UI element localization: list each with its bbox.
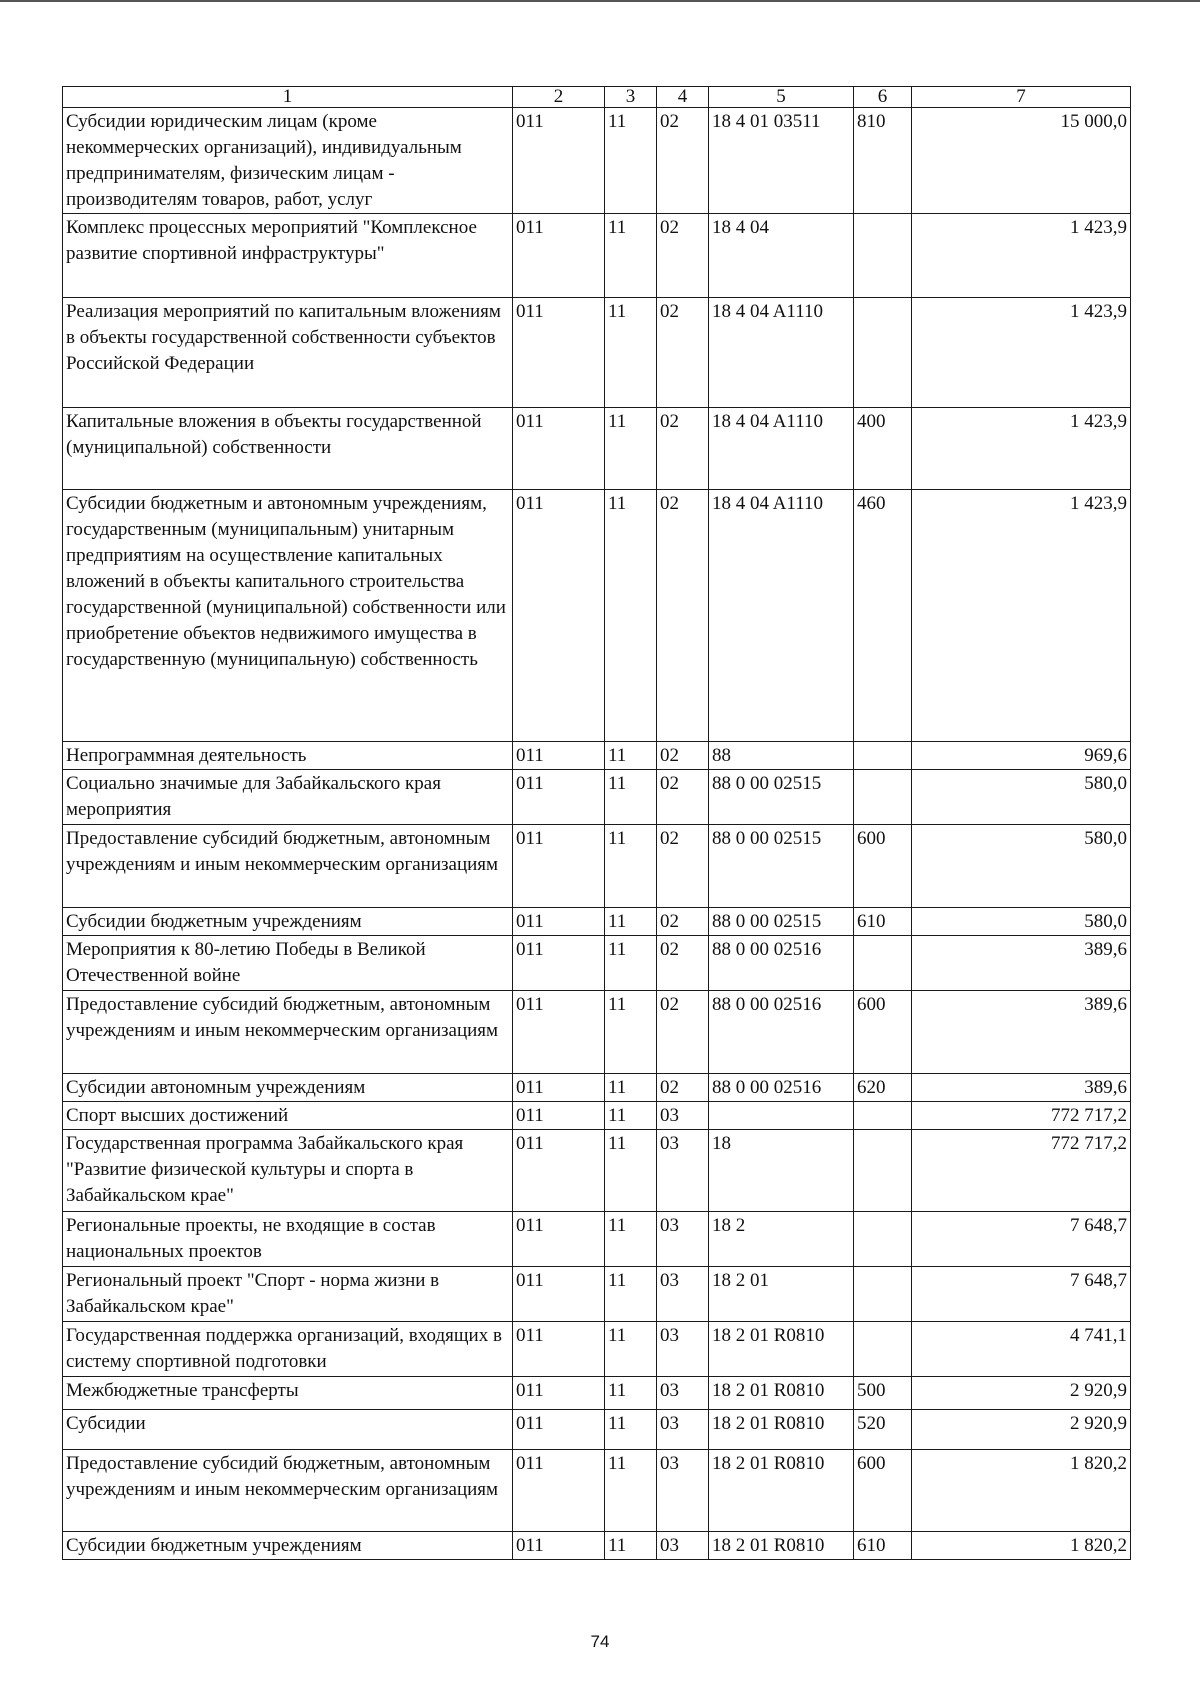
row-ministry-code: 011 <box>513 770 605 825</box>
row-section-code: 11 <box>605 490 657 742</box>
row-expense-type <box>854 770 912 825</box>
row-ministry-code: 011 <box>513 490 605 742</box>
row-amount: 1 423,9 <box>912 298 1131 408</box>
row-ministry-code: 011 <box>513 1532 605 1560</box>
row-name: Предоставление субсидий бюджетным, автономным учреждениям и иным некоммерческим организациям <box>63 991 513 1074</box>
row-ministry-code: 011 <box>513 742 605 770</box>
row-target-code: 18 2 01 R0810 <box>709 1450 854 1532</box>
row-subsection-code: 03 <box>657 1212 709 1267</box>
budget-table <box>62 86 1131 1560</box>
row-section-code: 11 <box>605 991 657 1074</box>
row-target-code: 88 0 00 02515 <box>709 770 854 825</box>
row-expense-type <box>854 742 912 770</box>
row-expense-type: 500 <box>854 1377 912 1410</box>
row-name: Капитальные вложения в объекты государственной (муниципальной) собственности <box>63 408 513 490</box>
row-subsection-code: 02 <box>657 214 709 298</box>
row-ministry-code: 011 <box>513 1074 605 1102</box>
row-subsection-code: 03 <box>657 1450 709 1532</box>
row-target-code: 18 4 01 03511 <box>709 108 854 214</box>
top-border-line <box>0 0 1200 2</box>
table-row <box>63 825 1131 908</box>
row-name: Региональный проект "Спорт - норма жизни в Забайкальском крае" <box>63 1267 513 1322</box>
row-target-code: 18 4 04 <box>709 214 854 298</box>
table-row <box>63 1212 1131 1267</box>
row-amount: 15 000,0 <box>912 108 1131 214</box>
row-amount: 7 648,7 <box>912 1267 1131 1322</box>
column-header-5: 5 <box>709 87 854 108</box>
table-row <box>63 298 1131 408</box>
row-target-code: 18 2 01 R0810 <box>709 1322 854 1377</box>
table-row <box>63 1074 1131 1102</box>
row-amount: 1 423,9 <box>912 408 1131 490</box>
row-subsection-code: 03 <box>657 1322 709 1377</box>
row-target-code: 88 0 00 02516 <box>709 991 854 1074</box>
row-section-code: 11 <box>605 298 657 408</box>
table-row <box>63 1267 1131 1322</box>
table-row <box>63 908 1131 936</box>
table-row <box>63 1532 1131 1560</box>
row-ministry-code: 011 <box>513 1102 605 1130</box>
row-section-code: 11 <box>605 1377 657 1410</box>
budget-page <box>62 86 1130 1560</box>
table-row <box>63 1102 1131 1130</box>
row-name: Субсидии <box>63 1410 513 1450</box>
row-expense-type: 600 <box>854 825 912 908</box>
row-amount: 2 920,9 <box>912 1410 1131 1450</box>
row-expense-type: 610 <box>854 908 912 936</box>
row-subsection-code: 02 <box>657 770 709 825</box>
row-expense-type: 620 <box>854 1074 912 1102</box>
row-target-code: 18 2 01 <box>709 1267 854 1322</box>
row-expense-type <box>854 1102 912 1130</box>
row-amount: 389,6 <box>912 936 1131 991</box>
row-ministry-code: 011 <box>513 298 605 408</box>
row-section-code: 11 <box>605 408 657 490</box>
row-name: Непрограммная деятельность <box>63 742 513 770</box>
row-subsection-code: 02 <box>657 908 709 936</box>
row-expense-type: 400 <box>854 408 912 490</box>
row-amount: 580,0 <box>912 770 1131 825</box>
row-section-code: 11 <box>605 1102 657 1130</box>
row-target-code: 18 4 04 A1110 <box>709 490 854 742</box>
row-section-code: 11 <box>605 936 657 991</box>
table-row <box>63 1450 1131 1532</box>
row-name: Предоставление субсидий бюджетным, автономным учреждениям и иным некоммерческим организациям <box>63 825 513 908</box>
row-amount: 389,6 <box>912 991 1131 1074</box>
row-ministry-code: 011 <box>513 1267 605 1322</box>
row-ministry-code: 011 <box>513 108 605 214</box>
row-section-code: 11 <box>605 1267 657 1322</box>
row-expense-type <box>854 1212 912 1267</box>
row-expense-type: 460 <box>854 490 912 742</box>
table-row <box>63 770 1131 825</box>
row-name: Государственная программа Забайкальского края "Развитие физической культуры и спорта в Забайкальском крае" <box>63 1130 513 1212</box>
row-expense-type <box>854 936 912 991</box>
table-row <box>63 214 1131 298</box>
row-expense-type: 600 <box>854 991 912 1074</box>
row-subsection-code: 02 <box>657 742 709 770</box>
row-subsection-code: 03 <box>657 1130 709 1212</box>
table-row <box>63 742 1131 770</box>
row-expense-type <box>854 214 912 298</box>
row-section-code: 11 <box>605 1074 657 1102</box>
row-subsection-code: 03 <box>657 1377 709 1410</box>
table-row <box>63 1322 1131 1377</box>
row-target-code: 18 2 <box>709 1212 854 1267</box>
row-ministry-code: 011 <box>513 1450 605 1532</box>
row-amount: 772 717,2 <box>912 1102 1131 1130</box>
table-row <box>63 408 1131 490</box>
row-expense-type <box>854 1322 912 1377</box>
row-section-code: 11 <box>605 1322 657 1377</box>
row-name: Социально значимые для Забайкальского края мероприятия <box>63 770 513 825</box>
row-subsection-code: 02 <box>657 1074 709 1102</box>
row-subsection-code: 02 <box>657 108 709 214</box>
row-amount: 772 717,2 <box>912 1130 1131 1212</box>
row-name: Реализация мероприятий по капитальным вложениям в объекты государственной собственности субъектов Российской Федерации <box>63 298 513 408</box>
table-row <box>63 936 1131 991</box>
column-header-1: 1 <box>63 87 513 108</box>
table-row <box>63 108 1131 214</box>
row-target-code: 88 0 00 02516 <box>709 1074 854 1102</box>
row-section-code: 11 <box>605 742 657 770</box>
row-name: Государственная поддержка организаций, входящих в систему спортивной подготовки <box>63 1322 513 1377</box>
row-expense-type: 520 <box>854 1410 912 1450</box>
row-name: Региональные проекты, не входящие в состав национальных проектов <box>63 1212 513 1267</box>
row-subsection-code: 03 <box>657 1102 709 1130</box>
row-expense-type: 810 <box>854 108 912 214</box>
column-header-4: 4 <box>657 87 709 108</box>
table-row <box>63 991 1131 1074</box>
row-section-code: 11 <box>605 108 657 214</box>
row-ministry-code: 011 <box>513 991 605 1074</box>
row-section-code: 11 <box>605 1410 657 1450</box>
row-amount: 389,6 <box>912 1074 1131 1102</box>
row-subsection-code: 02 <box>657 298 709 408</box>
row-expense-type: 600 <box>854 1450 912 1532</box>
row-amount: 2 920,9 <box>912 1377 1131 1410</box>
row-section-code: 11 <box>605 1532 657 1560</box>
row-expense-type <box>854 1267 912 1322</box>
row-amount: 4 741,1 <box>912 1322 1131 1377</box>
row-target-code: 88 0 00 02515 <box>709 825 854 908</box>
row-name: Субсидии автономным учреждениям <box>63 1074 513 1102</box>
row-ministry-code: 011 <box>513 1410 605 1450</box>
row-name: Субсидии бюджетным и автономным учреждениям, государственным (муниципальным) унитарным предприятиям на осуществление капитальных вложений в объекты капитального строительства государственной (муниципальной) собственности или приобретение объектов недвижимого имущества в государственную (муниципальную) собственность <box>63 490 513 742</box>
row-target-code: 88 <box>709 742 854 770</box>
table-row <box>63 1410 1131 1450</box>
row-amount: 1 423,9 <box>912 490 1131 742</box>
table-row <box>63 490 1131 742</box>
column-header-2: 2 <box>513 87 605 108</box>
row-ministry-code: 011 <box>513 1377 605 1410</box>
column-header-3: 3 <box>605 87 657 108</box>
row-ministry-code: 011 <box>513 1212 605 1267</box>
row-section-code: 11 <box>605 770 657 825</box>
row-amount: 1 820,2 <box>912 1450 1131 1532</box>
row-section-code: 11 <box>605 908 657 936</box>
row-subsection-code: 02 <box>657 991 709 1074</box>
row-name: Предоставление субсидий бюджетным, автономным учреждениям и иным некоммерческим организациям <box>63 1450 513 1532</box>
row-name: Межбюджетные трансферты <box>63 1377 513 1410</box>
page-number: 74 <box>590 1632 610 1651</box>
row-amount: 1 820,2 <box>912 1532 1131 1560</box>
row-ministry-code: 011 <box>513 1322 605 1377</box>
row-ministry-code: 011 <box>513 825 605 908</box>
row-ministry-code: 011 <box>513 936 605 991</box>
row-target-code: 18 4 04 A1110 <box>709 298 854 408</box>
row-target-code: 18 2 01 R0810 <box>709 1410 854 1450</box>
row-ministry-code: 011 <box>513 214 605 298</box>
table-row <box>63 1130 1131 1212</box>
row-subsection-code: 02 <box>657 490 709 742</box>
row-section-code: 11 <box>605 1450 657 1532</box>
row-subsection-code: 03 <box>657 1267 709 1322</box>
row-name: Мероприятия к 80-летию Победы в Великой Отечественной войне <box>63 936 513 991</box>
row-ministry-code: 011 <box>513 1130 605 1212</box>
row-amount: 1 423,9 <box>912 214 1131 298</box>
row-target-code: 18 <box>709 1130 854 1212</box>
column-header-7: 7 <box>912 87 1131 108</box>
column-number-row <box>63 87 1131 108</box>
row-section-code: 11 <box>605 1130 657 1212</box>
row-target-code <box>709 1102 854 1130</box>
row-section-code: 11 <box>605 214 657 298</box>
row-target-code: 88 0 00 02516 <box>709 936 854 991</box>
row-section-code: 11 <box>605 825 657 908</box>
row-expense-type: 610 <box>854 1532 912 1560</box>
row-expense-type <box>854 298 912 408</box>
row-target-code: 18 2 01 R0810 <box>709 1377 854 1410</box>
row-ministry-code: 011 <box>513 408 605 490</box>
row-name: Субсидии юридическим лицам (кроме некоммерческих организаций), индивидуальным предпринимателям, физическим лицам - производителям товаров, работ, услуг <box>63 108 513 214</box>
row-target-code: 18 2 01 R0810 <box>709 1532 854 1560</box>
row-expense-type <box>854 1130 912 1212</box>
row-name: Спорт высших достижений <box>63 1102 513 1130</box>
row-target-code: 18 4 04 A1110 <box>709 408 854 490</box>
row-amount: 969,6 <box>912 742 1131 770</box>
row-ministry-code: 011 <box>513 908 605 936</box>
row-amount: 580,0 <box>912 825 1131 908</box>
row-amount: 7 648,7 <box>912 1212 1131 1267</box>
row-name: Субсидии бюджетным учреждениям <box>63 908 513 936</box>
row-subsection-code: 02 <box>657 408 709 490</box>
row-name: Субсидии бюджетным учреждениям <box>63 1532 513 1560</box>
row-subsection-code: 03 <box>657 1532 709 1560</box>
row-target-code: 88 0 00 02515 <box>709 908 854 936</box>
row-subsection-code: 02 <box>657 825 709 908</box>
row-subsection-code: 03 <box>657 1410 709 1450</box>
row-name: Комплекс процессных мероприятий "Комплексное развитие спортивной инфраструктуры" <box>63 214 513 298</box>
row-section-code: 11 <box>605 1212 657 1267</box>
row-subsection-code: 02 <box>657 936 709 991</box>
column-header-6: 6 <box>854 87 912 108</box>
table-row <box>63 1377 1131 1410</box>
row-amount: 580,0 <box>912 908 1131 936</box>
